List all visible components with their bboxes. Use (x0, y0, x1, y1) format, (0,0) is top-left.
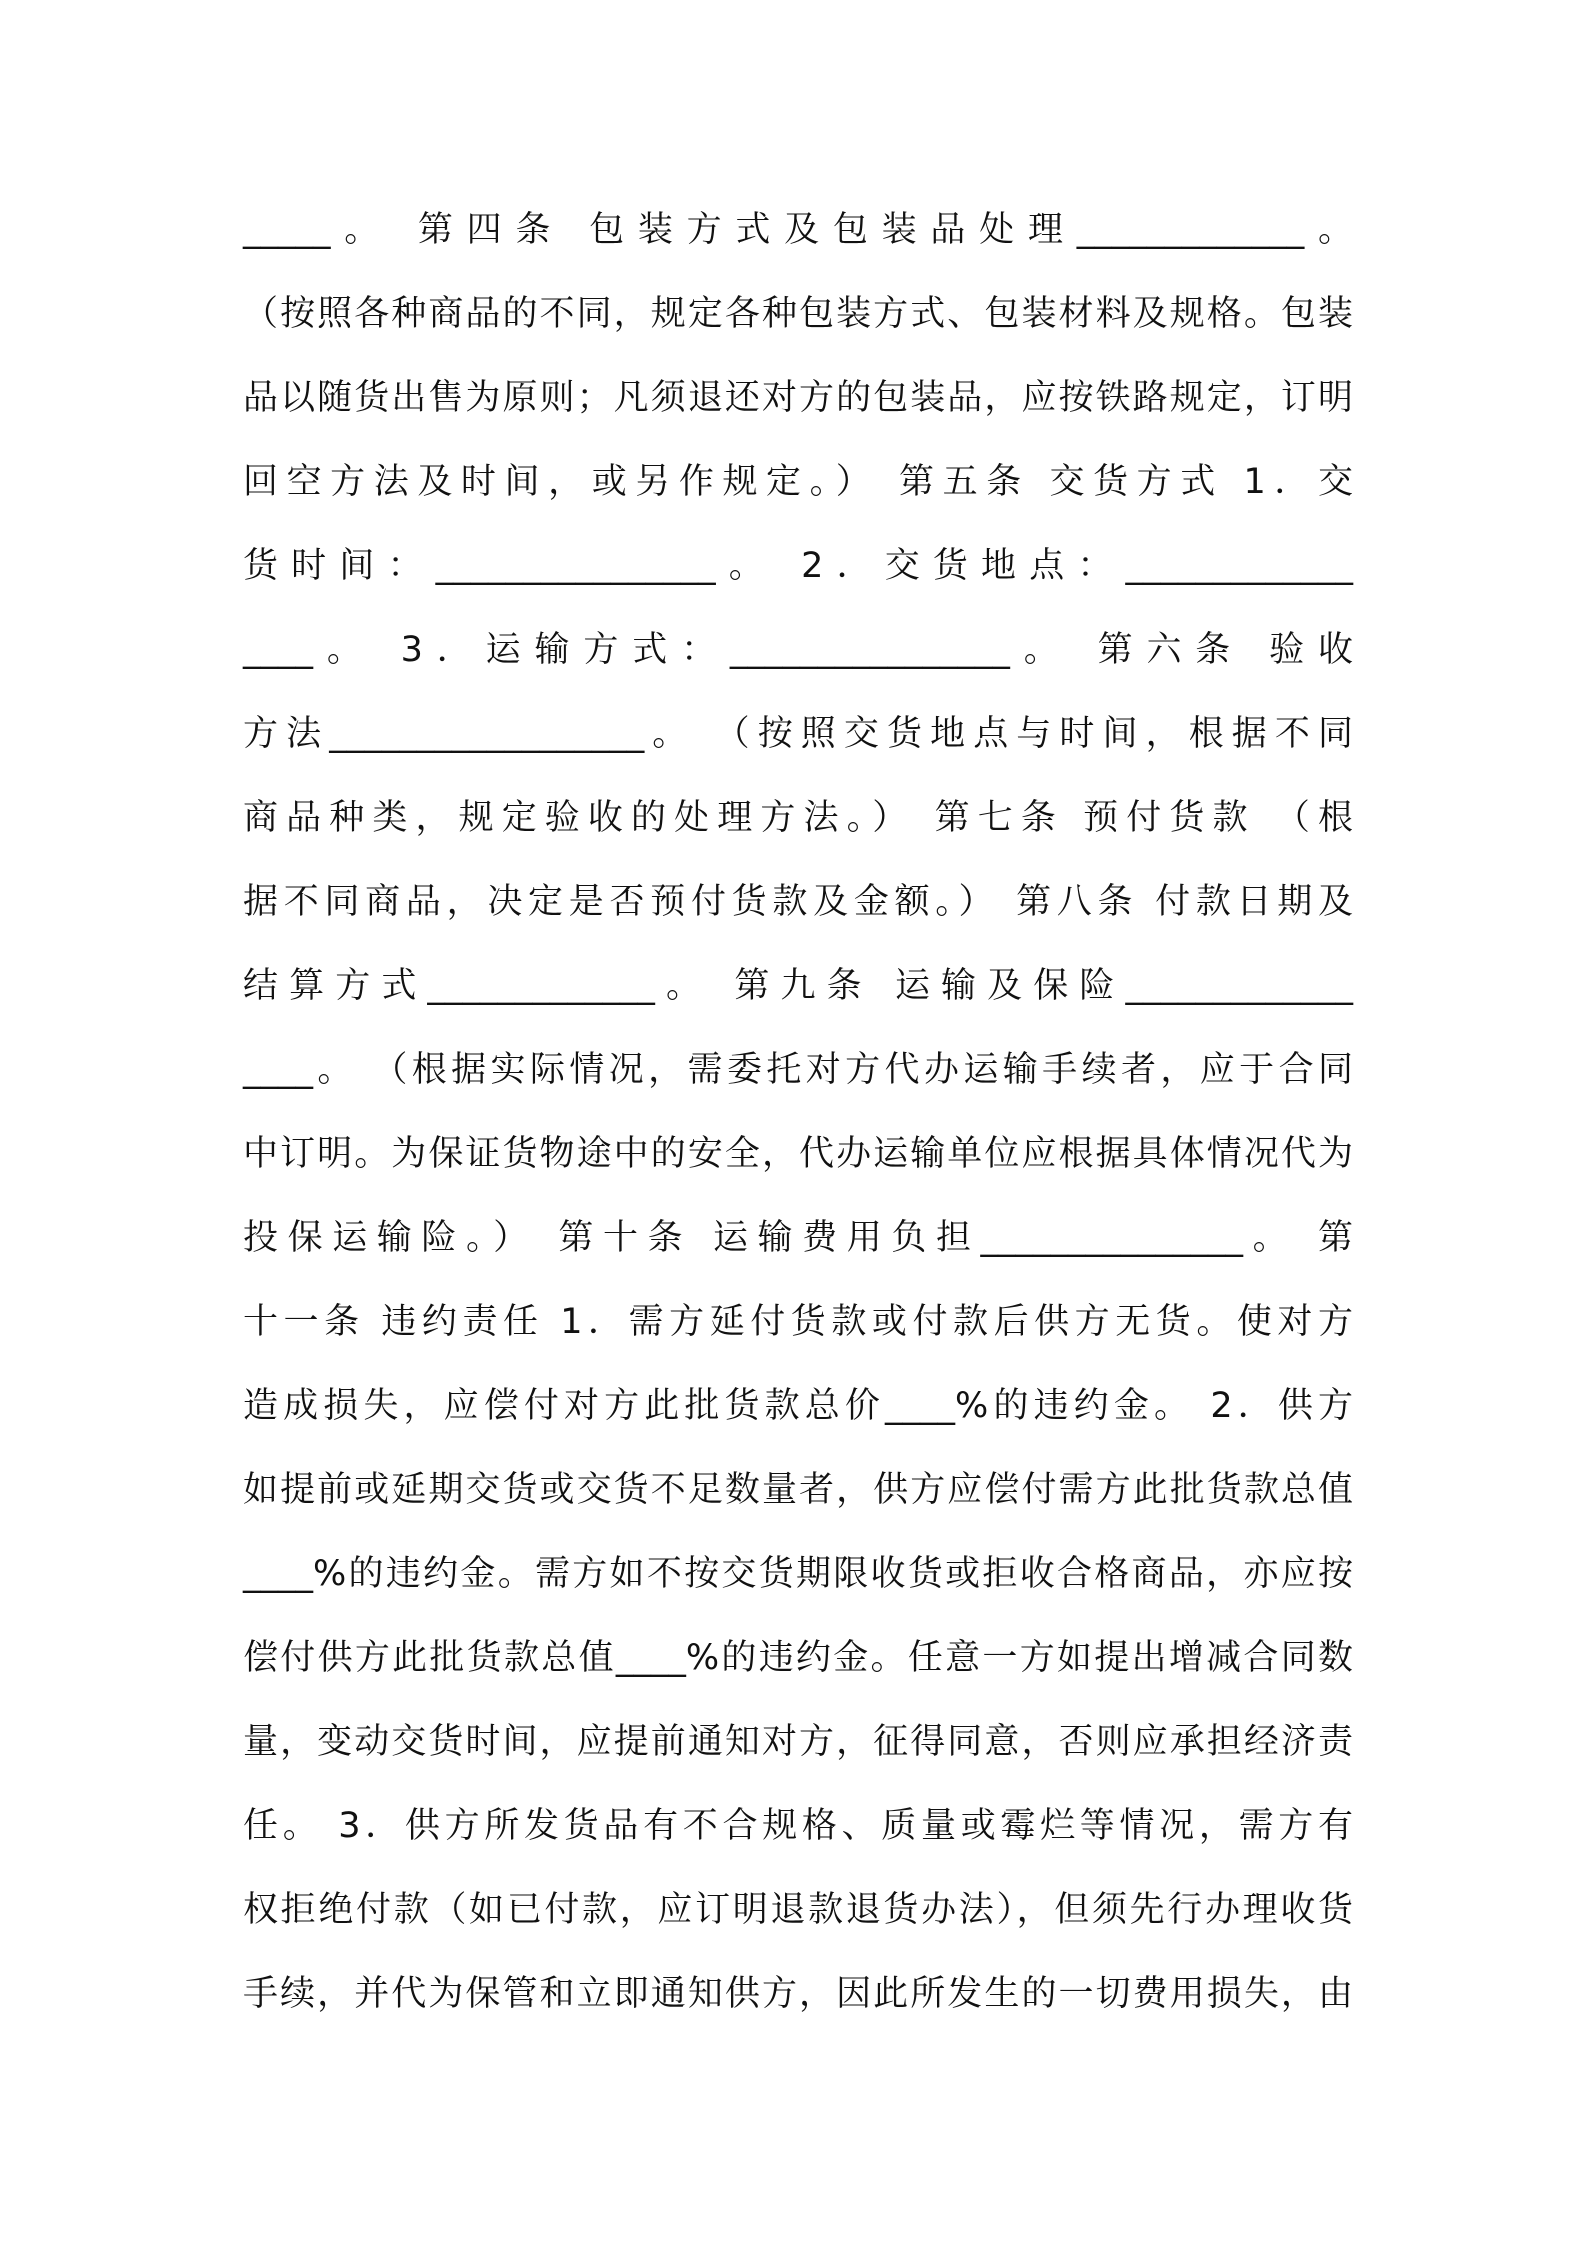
text-line: 品以随货出售为原则；凡须退还对方的包装品，应按铁路规定，订明 (243, 378, 1353, 418)
text-line: ____%的违约金。需方如不按交货期限收货或拒收合格商品，亦应按 (243, 1554, 1353, 1594)
text-line: 中订明。为保证货物途中的安全，代办运输单位应根据具体情况代为 (243, 1134, 1353, 1174)
text-line: 权拒绝付款（如已付款，应订明退款退货办法），但须先行办理收货 (243, 1890, 1353, 1930)
text-line: 据不同商品，决定是否预付货款及金额。） 第八条 付款日期及 (243, 882, 1353, 922)
text-line: ____。 3．运输方式：________________。 第六条 验收 (243, 630, 1353, 670)
text-line: 方法__________________。 （按照交货地点与时间，根据不同 (243, 714, 1353, 754)
text-line: 十一条 违约责任 1．需方延付货款或付款后供方无货。使对方 (243, 1302, 1353, 1342)
text-line: 投保运输险。） 第十条 运输费用负担_______________。 第 (243, 1218, 1353, 1258)
text-line: 回空方法及时间，或另作规定。） 第五条 交货方式 1．交 (243, 462, 1353, 502)
text-line: 货时间：________________。 2．交货地点：_____________ (243, 546, 1353, 586)
text-line: 手续，并代为保管和立即通知供方，因此所发生的一切费用损失，由 (243, 1974, 1353, 2014)
text-line: 结算方式_____________。 第九条 运输及保险_____________ (243, 966, 1353, 1006)
text-line: 任。 3．供方所发货品有不合规格、质量或霉烂等情况，需方有 (243, 1806, 1353, 1846)
text-line: 商品种类，规定验收的处理方法。） 第七条 预付货款 （根 (243, 798, 1353, 838)
text-line: 造成损失，应偿付对方此批货款总价____%的违约金。 2．供方 (243, 1386, 1353, 1426)
text-line: 偿付供方此批货款总值____%的违约金。任意一方如提出增减合同数 (243, 1638, 1353, 1678)
text-line: ____。 （根据实际情况，需委托对方代办运输手续者，应于合同 (243, 1050, 1353, 1090)
text-line: 如提前或延期交货或交货不足数量者，供方应偿付需方此批货款总值 (243, 1470, 1353, 1510)
text-line: _____。 第四条 包装方式及包装品处理_____________。 (243, 210, 1353, 250)
text-line: 量，变动交货时间，应提前通知对方，征得同意，否则应承担经济责 (243, 1722, 1353, 1762)
text-line: （按照各种商品的不同，规定各种包装方式、包装材料及规格。包装 (243, 294, 1353, 334)
